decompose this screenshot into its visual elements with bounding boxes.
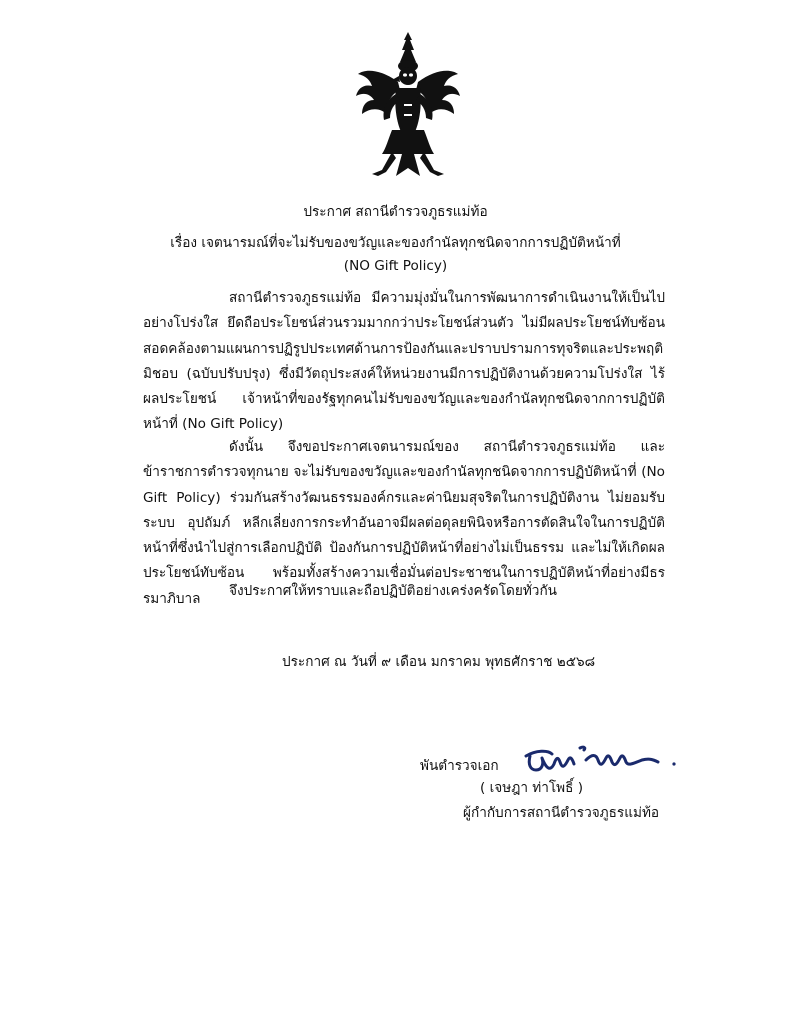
paragraph-2-text: ดังนั้น จึงขอประกาศเจตนารมณ์ของ สถานีตำรวจภูธรแม่ท้อ และข้าราชการตำรวจทุกนาย จะไม่รับของขวัญและของกำนัลทุกชนิดจากการปฏิบัติหน้าที่ (No Gift Policy) ร่วมกันสร้างวัฒนธรรมองค์กรและค่านิยมสุจริตในการปฏิบัติงาน ไม่ยอมรับระบบ อุปถัมภ์ หลีกเลี่ยงการกระทำอันอาจมีผลต่อดุลยพินิจหรือการตัดสินใจในการปฏิบัติหน้าที่ซึ่งนำไปสู่การเลือกปฏิบัติ ป้องกันการปฏิบัติหน้าที่อย่างไม่เป็นธรรม และไม่ให้เกิดผลประโยชน์ทับซ้อน พร้อมทั้งสร้างความเชื่อมั่นต่อประชาชนในการปฏิบัติหน้าที่อย่างมีธรรมาภิบาล — [143, 439, 665, 607]
signer-position: ผู้กำกับการสถานีตำรวจภูธรแม่ท้อ — [463, 805, 660, 821]
subject-line: เรื่อง เจตนารมณ์ที่จะไม่รับของขวัญและของกำนัลทุกชนิดจากการปฏิบัติหน้าที่ — [170, 235, 621, 251]
paragraph-1-text: สถานีตำรวจภูธรแม่ท้อ มีความมุ่งมั่นในการพัฒนาการดำเนินงานให้เป็นไปอย่างโปร่งใส ยึดถือประโยชน์ส่วนรวมมากกว่าประโยชน์ส่วนตัว ไม่มีผลประโยชน์ทับซ้อน สอดคล้องตามแผนการปฏิรูปประเทศด้านการป้องกันและปราบปรามการทุจริตและประพฤติมิชอบ (ฉบับปรับปรุง) ซึ่งมีวัตถุประสงค์ให้หน่วยงานมีการปฏิบัติงานด้วยความโปร่งใส ไร้ผลประโยชน์ เจ้าหน้าที่ของรัฐทุกคนไม่รับของขวัญและของกำนัลทุกชนิดจากการปฏิบัติหน้าที่ (No Gift Policy) — [143, 290, 665, 433]
closing-statement: จึงประกาศให้ทราบและถือปฏิบัติอย่างเคร่งครัดโดยทั่วกัน — [229, 583, 557, 599]
garuda-emblem-icon — [352, 30, 464, 180]
body-paragraph-1 — [143, 286, 665, 438]
signer-rank: พันตำรวจเอก — [420, 758, 499, 774]
subject-policy: (NO Gift Policy) — [343, 258, 448, 274]
signer-name: ( เจษฎา ท่าโพธิ์ ) — [480, 780, 584, 796]
announcement-title: ประกาศ สถานีตำรวจภูธรแม่ท้อ — [303, 204, 488, 220]
date-line: ประกาศ ณ วันที่ ๙ เดือน มกราคม พุทธศักราช ๒๕๖๘ — [282, 654, 596, 670]
handwritten-signature — [522, 742, 682, 776]
